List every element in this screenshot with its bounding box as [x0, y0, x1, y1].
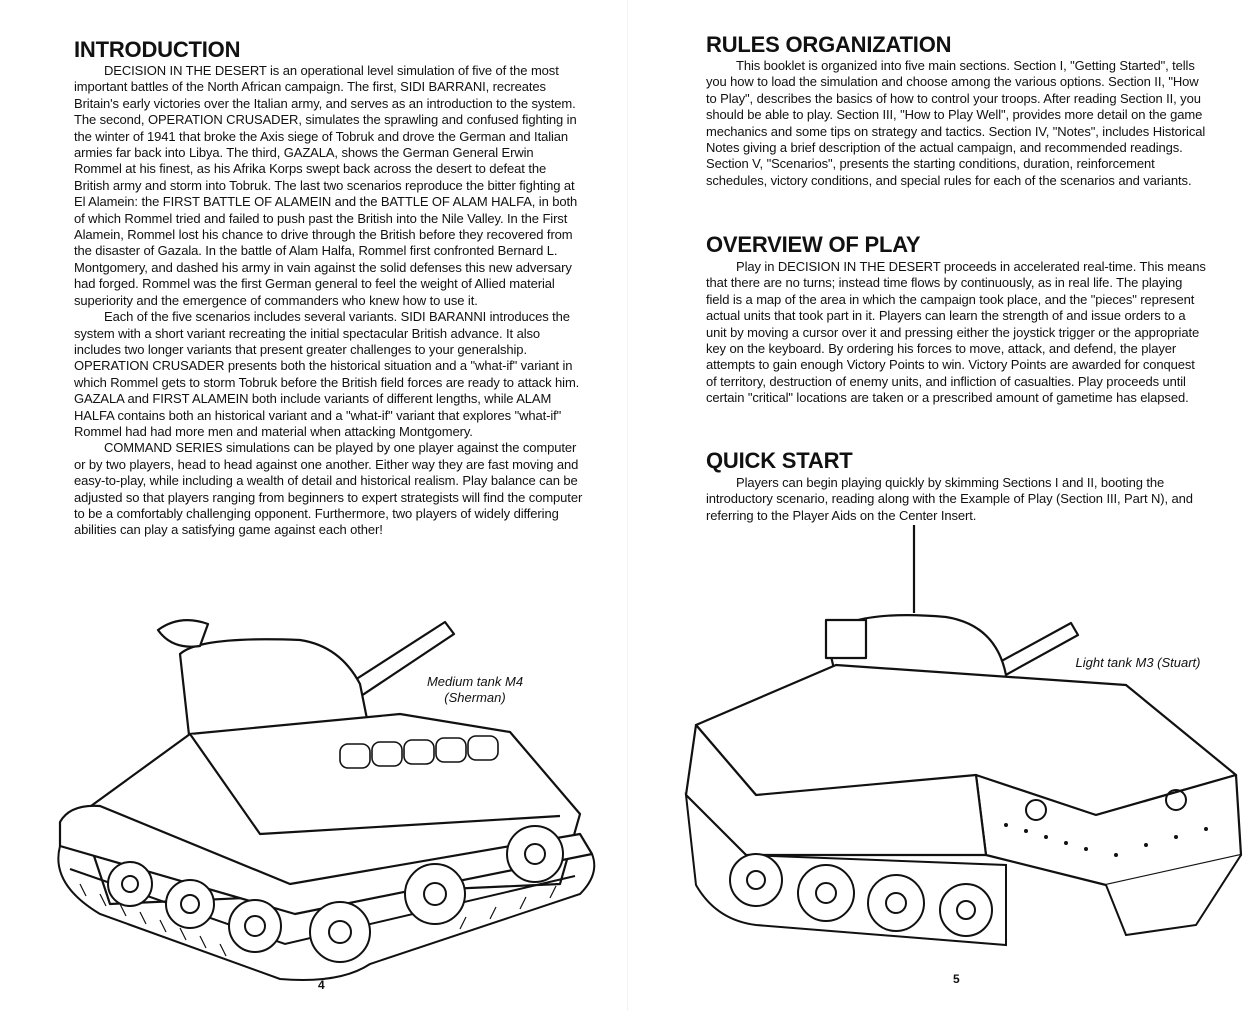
rules-organization-paragraph: This booklet is organized into five main sections. Section I, "Getting Started", tells you how to load the simulation and choose among the various options. Section II, "How to Play", describes the basics of how to control your troops. After reading Section II, you should be able to play. Section III, "How to Play Well", provides more detail on the game mechanics and some tips on strategy and tactics. Section IV, "Notes", includes Historical Notes giving a brief description of the actual campaign, and recommended readings. Section V, "Scenarios", presents the starting conditions, duration, reinforcement schedules, victory conditions, and special rules for each of the scenarios and variants.: [706, 58, 1206, 188]
introduction-paragraph-1: DECISION IN THE DESERT is an operational level simulation of five of the most important battles of the North African campaign. The first, SIDI BARRANI, recreates Britain's early victories over the Italian army, and serves as an introduction to the system. The second, OPERATION CRUSADER, simulates the sprawling and confused fighting in the winter of 1941 that broke the Axis siege of Tobruk and drove the German and Italian armies far back into Libya. The third, GAZALA, shows the German General Erwin Rommel at his finest, as his Afrika Korps swept back across the desert to defeat the British army and storm into Tobruk. The last two scenarios reproduce the bitter fighting at El Alamein: the FIRST BATTLE OF ALAMEIN and the BATTLE OF ALAM HALFA, in both of which Rommel tried and failed to push past the British into the Nile Valley. In the First Alamein, Rommel lost his chance to drive through the British before they recovered from the disaster of Gazala. In the battle of Alam Halfa, Rommel first confronted Bernard L. Montgomery, and dashed his army in vain against the solid defenses this new adversary had forged. Rommel was the first German general to feel the weight of Allied material superiority and the emergence of commanders who knew how to use it.: [74, 63, 578, 308]
quick-start-paragraph: Players can begin playing quickly by skimming Sections I and II, booting the introductory scenario, reading along with the Example of Play (Section III, Part N), and referring to the Player Aids on the Center Insert.: [706, 475, 1193, 523]
rules-organization-heading: RULES ORGANIZATION: [706, 32, 952, 57]
introduction-heading: INTRODUCTION: [74, 37, 241, 62]
overview-of-play-heading: OVERVIEW OF PLAY: [706, 232, 921, 257]
quick-start-heading: QUICK START: [706, 448, 853, 473]
quick-start-body: [706, 475, 1206, 524]
overview-of-play-paragraph: Play in DECISION IN THE DESERT proceeds in accelerated real-time. This means that there are no turns; instead time flows by continuously, as in real life. The playing field is a map of the area in which the campaign took place, and the "pieces" represent actual units that took part in it. Players can learn the strength of and issue orders to a unit by moving a cursor over it and pressing either the joystick trigger or the appropriate key on the keyboard. By ordering his forces to move, attack, and defend, the player attempts to gain enough Victory Points to win. Victory Points are awarded for conquest of territory, destruction of enemy units, and infliction of casualties. Play proceeds until certain "critical" locations are taken or a prescribed amount of gametime has elapsed.: [706, 259, 1206, 406]
sherman-caption: [420, 674, 530, 706]
stuart-tank-icon: [676, 525, 1251, 965]
introduction-body: [74, 63, 584, 539]
rules-organization-body: [706, 58, 1206, 189]
sherman-caption-line-2: (Sherman): [444, 690, 506, 705]
introduction-paragraph-2: Each of the five scenarios includes several variants. SIDI BARANNI introduces the system with a short variant recreating the initial spectacular British advance. It also includes two longer variants that present greater challenges to your generalship. OPERATION CRUSADER presents both the historical situation and a "what-if" variant in which Rommel gets to storm Tobruk before the British field forces are ready to attack him. GAZALA and FIRST ALAMEIN both include variants of different lengths, while ALAM HALFA contains both an historical variant and a "what-if" variant that explores "what-if" Rommel had had more men and material when attacking Montgomery.: [74, 309, 580, 439]
left-page: [0, 0, 628, 1011]
page-number-right: 5: [953, 972, 960, 986]
introduction-paragraph-3: COMMAND SERIES simulations can be played by one player against the computer or by two players, head to head against one another. Either way they are fast moving and easy-to-play, while including a wealth of detail and historical realism. Play balance can be adjusted so that players ranging from beginners to expert strategists will find the computer to be a comfortably challenging opponent. Furthermore, two players of widely differing abilities can play a satisfying game against each other!: [74, 440, 583, 538]
sherman-caption-line-1: Medium tank M4: [426, 674, 524, 689]
sherman-tank-icon: [40, 584, 600, 994]
overview-of-play-body: [706, 259, 1206, 407]
page-number-left: 4: [318, 978, 325, 992]
stuart-caption: Light tank M3 (Stuart): [1075, 655, 1201, 670]
right-page: [628, 0, 1257, 1011]
